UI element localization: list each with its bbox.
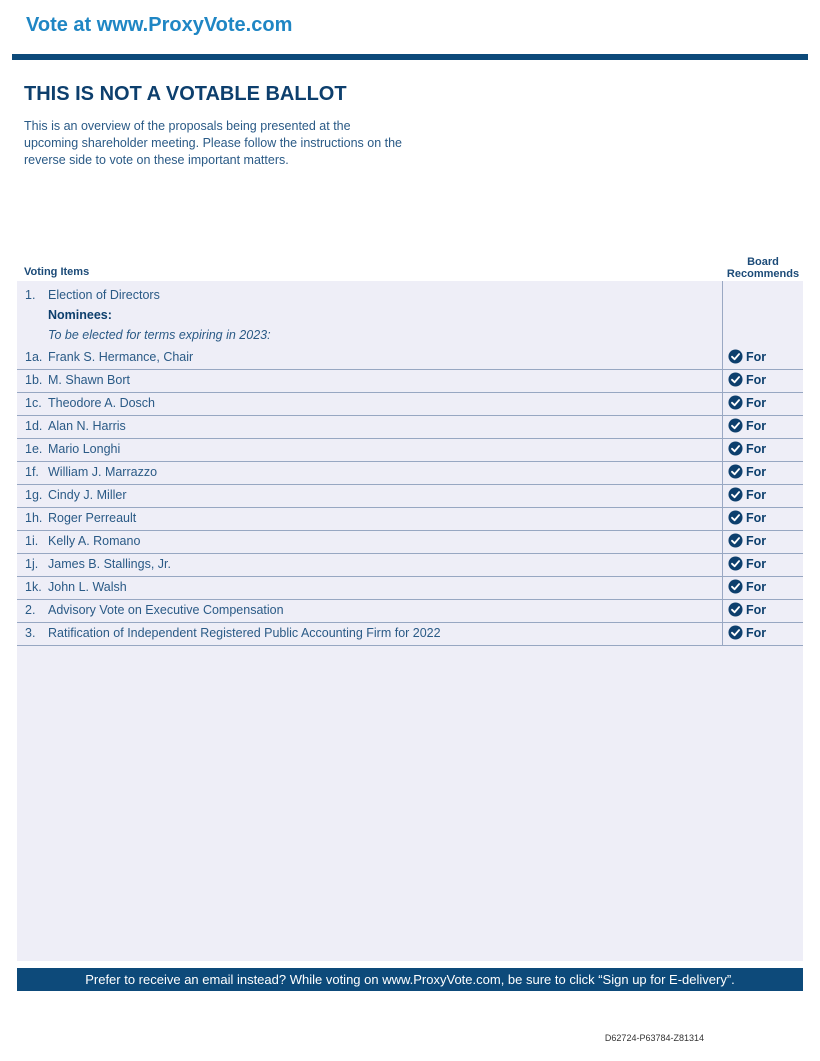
board-recommendation <box>728 533 766 548</box>
item-number: 1f. <box>25 465 39 479</box>
item-number: 1h. <box>25 511 43 525</box>
voting-item-row <box>17 553 803 577</box>
check-circle-icon <box>728 395 743 410</box>
check-circle-icon <box>728 533 743 548</box>
check-circle-icon <box>728 510 743 525</box>
item-number: 1a. <box>25 350 43 364</box>
voting-item-row <box>17 576 803 600</box>
voting-items-panel <box>17 281 803 961</box>
item-number: 1j. <box>25 557 39 571</box>
recommendation-label: For <box>746 602 767 617</box>
item-number: 1d. <box>25 419 43 433</box>
board-recommendation <box>728 349 766 364</box>
board-recommendation <box>728 441 766 456</box>
item-number: 1c. <box>25 396 42 410</box>
item-number: 2. <box>25 603 36 617</box>
board-recommendation <box>728 625 766 640</box>
item-text: Roger Perreault <box>48 511 137 525</box>
check-circle-icon <box>728 487 743 502</box>
check-circle-icon <box>728 625 743 640</box>
board-recommendation <box>728 487 766 502</box>
board-recommendation <box>728 556 766 571</box>
nominees-label: Nominees: <box>48 308 112 322</box>
item-number: 1b. <box>25 373 43 387</box>
voting-item-row <box>17 415 803 439</box>
board-recommendation <box>728 395 766 410</box>
check-circle-icon <box>728 441 743 456</box>
board-recommendation <box>728 510 766 525</box>
item-text: William J. Marrazzo <box>48 465 158 479</box>
item-text: Theodore A. Dosch <box>48 396 156 410</box>
terms-text: To be elected for terms expiring in 2023: <box>48 328 271 342</box>
voting-items-header: Voting Items <box>24 266 90 278</box>
voting-item-row <box>17 346 803 370</box>
item-text: Kelly A. Romano <box>48 534 141 548</box>
intro-text: This is an overview of the proposals being presented at the upcoming shareholder meeting. Please follow the instructions on the reverse side to vote on these important matters. <box>24 119 402 167</box>
recommendation-label: For <box>746 418 767 433</box>
item-text: John L. Walsh <box>48 580 127 594</box>
board-recommendation <box>728 464 766 479</box>
recommendation-label: For <box>746 464 767 479</box>
voting-item-row <box>17 438 803 462</box>
item-number: 3. <box>25 626 36 640</box>
board-recommendation <box>728 372 766 387</box>
check-circle-icon <box>728 372 743 387</box>
check-circle-icon <box>728 418 743 433</box>
voting-item-row <box>17 599 803 623</box>
document-code: D62724-P63784-Z81314 <box>604 1033 704 1043</box>
item-number: 1e. <box>25 442 43 456</box>
item-text: Mario Longhi <box>48 442 121 456</box>
voting-item-row <box>17 369 803 393</box>
recommendation-label: For <box>746 556 767 571</box>
item-number: 1k. <box>25 580 42 594</box>
check-circle-icon <box>728 349 743 364</box>
voting-item-row <box>17 507 803 531</box>
item-text: James B. Stallings, Jr. <box>48 557 171 571</box>
voting-item-row <box>17 461 803 485</box>
item-text: Cindy J. Miller <box>48 488 127 502</box>
vote-url-header[interactable]: Vote at www.ProxyVote.com <box>26 14 293 36</box>
recommendation-label: For <box>746 441 767 456</box>
board-recommendation <box>728 418 766 433</box>
check-circle-icon <box>728 464 743 479</box>
recommendation-label: For <box>746 510 767 525</box>
voting-item-row <box>17 530 803 554</box>
board-header-line1: Board <box>747 256 779 268</box>
recommendation-label: For <box>746 533 767 548</box>
check-circle-icon <box>728 556 743 571</box>
voting-item-row <box>17 392 803 416</box>
voting-item-row <box>17 484 803 508</box>
board-header-line2: Recommends <box>726 268 800 280</box>
recommendation-label: For <box>746 487 767 502</box>
page-title: THIS IS NOT A VOTABLE BALLOT <box>24 83 347 105</box>
e-delivery-banner: Prefer to receive an email instead? While voting on www.ProxyVote.com, be sure to click “Sign up for E-delivery”. <box>17 968 803 991</box>
recommendation-label: For <box>746 349 767 364</box>
proposal-1-number: 1. <box>25 288 36 302</box>
recommendation-label: For <box>746 372 767 387</box>
recommendation-label: For <box>746 625 767 640</box>
board-recommendation <box>728 602 766 617</box>
item-text: Advisory Vote on Executive Compensation <box>48 603 284 617</box>
board-recommendation <box>728 579 766 594</box>
item-text: Alan N. Harris <box>48 419 126 433</box>
item-text: Frank S. Hermance, Chair <box>48 350 194 364</box>
recommendation-label: For <box>746 579 767 594</box>
item-text: Ratification of Independent Registered Public Accounting Firm for 2022 <box>48 626 441 640</box>
header-rule <box>12 54 808 60</box>
recommendation-label: For <box>746 395 767 410</box>
item-number: 1g. <box>25 488 43 502</box>
board-recommends-header <box>722 256 804 280</box>
voting-item-row <box>17 622 803 646</box>
item-text: M. Shawn Bort <box>48 373 130 387</box>
check-circle-icon <box>728 579 743 594</box>
item-number: 1i. <box>25 534 39 548</box>
check-circle-icon <box>728 602 743 617</box>
proposal-1-label: Election of Directors <box>48 288 160 302</box>
